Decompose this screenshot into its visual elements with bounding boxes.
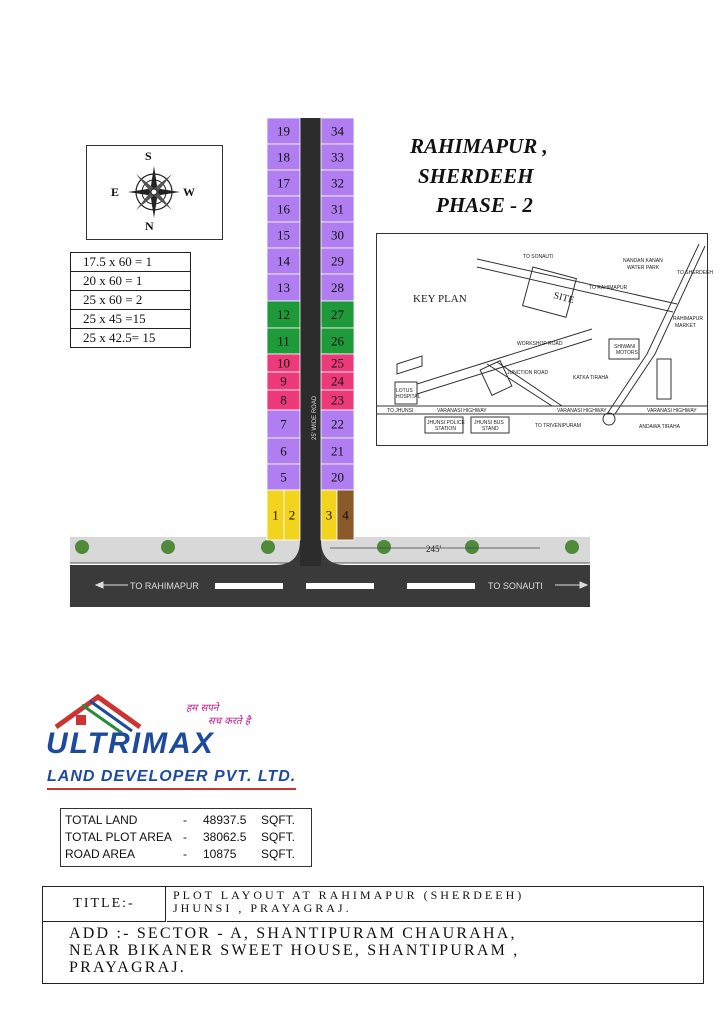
kp-station: STATION bbox=[435, 426, 456, 432]
kp-highway-2: VARANASI HIGHWAY bbox=[557, 408, 607, 414]
kp-police: JHUNSI POLICE bbox=[427, 420, 465, 426]
kp-hospital: HOSPITAL bbox=[396, 394, 421, 400]
plot-number-28: 28 bbox=[331, 280, 344, 295]
kp-site: SITE bbox=[552, 290, 576, 307]
plot-number-20: 20 bbox=[331, 469, 344, 485]
size-row: 25 x 60 = 2 bbox=[71, 291, 190, 310]
plot-size-table bbox=[70, 252, 191, 348]
compass-n: N bbox=[145, 219, 154, 233]
tagline-line2: सच करते है bbox=[208, 716, 251, 727]
plot-number-4: 4 bbox=[342, 507, 349, 523]
kp-katka: KATKA TIRAHA bbox=[573, 375, 609, 381]
plot-number-19: 19 bbox=[277, 123, 290, 139]
size-row: 20 x 60 = 1 bbox=[71, 272, 190, 291]
kp-to-rahimapur: TO RAHIMAPUR bbox=[589, 285, 628, 291]
address: ADD :- SECTOR - A, SHANTIPURAM CHAURAHA, NEAR BIKANER SWEET HOUSE, SHANTIPURAM , PRAYAGRAJ. bbox=[69, 925, 520, 976]
plot-number-23: 23 bbox=[331, 392, 344, 408]
key-plan bbox=[376, 233, 714, 446]
kp-shiwani: SHIWANI bbox=[614, 344, 636, 350]
compass-e: E bbox=[111, 185, 120, 199]
plot-number-17: 17 bbox=[277, 175, 290, 191]
kp-to-sherdeeh: TO SHERDEEH bbox=[677, 270, 714, 276]
road-label-right: TO SONAUTI bbox=[488, 581, 543, 591]
project-title-line1: RAHIMAPUR , bbox=[410, 134, 548, 158]
kp-workshop: WORKSHOP ROAD bbox=[517, 341, 563, 347]
size-row: 25 x 42.5= 15 bbox=[83, 330, 156, 345]
lane-markings bbox=[215, 583, 475, 589]
plot-number-14: 14 bbox=[277, 253, 290, 269]
plot-number-25: 25 bbox=[331, 355, 344, 371]
size-row: 17.5 x 60 = 1 bbox=[71, 253, 190, 272]
internal-road-label: 25' WIDE ROAD bbox=[312, 395, 318, 440]
plot-number-24: 24 bbox=[331, 373, 344, 389]
area-row: TOTAL PLOT AREA - 38062.5 SQFT. bbox=[65, 830, 296, 844]
plot-number-29: 29 bbox=[331, 253, 344, 269]
plot-number-26: 26 bbox=[331, 333, 344, 349]
road-label-left: TO RAHIMAPUR bbox=[130, 581, 199, 591]
road-shoulder bbox=[70, 537, 590, 563]
plot-number-18: 18 bbox=[277, 149, 290, 165]
kp-to-sonauti: TO SONAUTI bbox=[523, 254, 554, 260]
plot-number-21: 21 bbox=[331, 443, 344, 459]
kp-highway-1: VARANASI HIGHWAY bbox=[437, 408, 487, 414]
drawing-title: PLOT LAYOUT AT RAHIMAPUR (SHERDEEH) JHUNSI , PRAYAGRAJ. bbox=[173, 888, 525, 915]
kp-junction: JUNCTION ROAD bbox=[507, 370, 549, 376]
kp-to-triveni: TO TRIVENIPURAM bbox=[535, 423, 581, 429]
plot-number-31: 31 bbox=[331, 201, 344, 217]
plot-number-6: 6 bbox=[280, 443, 287, 459]
plot-number-9: 9 bbox=[280, 373, 287, 389]
compass bbox=[86, 145, 223, 240]
compass-rose-icon bbox=[87, 146, 222, 239]
plot-number-30: 30 bbox=[331, 227, 344, 243]
plot-number-2: 2 bbox=[288, 507, 296, 523]
plot-number-1: 1 bbox=[272, 507, 279, 523]
plot-number-5: 5 bbox=[280, 469, 287, 485]
key-plan-map bbox=[377, 234, 714, 445]
plot-number-11: 11 bbox=[277, 333, 290, 349]
plot-number-8: 8 bbox=[280, 392, 287, 408]
compass-w: W bbox=[183, 185, 195, 199]
kp-motors: MOTORS bbox=[616, 350, 638, 356]
frontage-label: 245' bbox=[426, 544, 442, 554]
tagline-line1: हम सपने bbox=[186, 703, 219, 714]
plot-number-33: 33 bbox=[331, 149, 344, 165]
kp-andawa: ANDAWA TIRAHA bbox=[639, 424, 680, 430]
project-title-line3: PHASE - 2 bbox=[436, 193, 533, 217]
plot-number-13: 13 bbox=[277, 280, 290, 295]
plot-number-27: 27 bbox=[331, 307, 344, 322]
title-block bbox=[42, 886, 704, 984]
kp-market: MARKET bbox=[675, 323, 696, 329]
plot-number-16: 16 bbox=[277, 201, 290, 217]
kp-to-jhunsi: TO JHUNSI bbox=[387, 408, 414, 414]
kp-highway-3: VARANASI HIGHWAY bbox=[647, 408, 697, 414]
plot-number-34: 34 bbox=[331, 123, 344, 139]
kp-rahimapur: RAHIMAPUR bbox=[673, 316, 704, 322]
kp-heading: KEY PLAN bbox=[413, 293, 467, 305]
plot-number-12: 12 bbox=[277, 307, 290, 322]
kp-nandan: NANDAN KANAN bbox=[623, 258, 663, 264]
plot-number-10: 10 bbox=[277, 355, 290, 371]
plot-number-15: 15 bbox=[277, 227, 290, 243]
brand-tagline bbox=[186, 702, 250, 728]
brand-name: ULTRIMAX bbox=[46, 727, 215, 760]
kp-stand: STAND bbox=[482, 426, 499, 432]
area-row: ROAD AREA - 10875 SQFT. bbox=[65, 847, 296, 861]
plot-number-32: 32 bbox=[331, 175, 344, 191]
title-label: TITLE:- bbox=[43, 887, 166, 922]
plot-number-3: 3 bbox=[325, 507, 333, 523]
kp-bus: JHUNSI BUS bbox=[474, 420, 504, 426]
area-summary bbox=[60, 808, 312, 867]
kp-lotus: LOTUS bbox=[396, 388, 413, 394]
kp-waterpark: WATER PARK bbox=[627, 265, 660, 271]
title-divider bbox=[167, 921, 703, 922]
area-row: TOTAL LAND - 48937.5 SQFT. bbox=[65, 813, 296, 827]
brand-subtitle: LAND DEVELOPER PVT. LTD. bbox=[47, 768, 296, 790]
project-title-line2: SHERDEEH bbox=[418, 164, 534, 188]
compass-s: S bbox=[145, 149, 152, 163]
plot-number-7: 7 bbox=[280, 416, 287, 432]
size-row: 25 x 45 =15 bbox=[71, 310, 190, 329]
plot-number-22: 22 bbox=[331, 416, 344, 432]
internal-road bbox=[300, 118, 321, 566]
